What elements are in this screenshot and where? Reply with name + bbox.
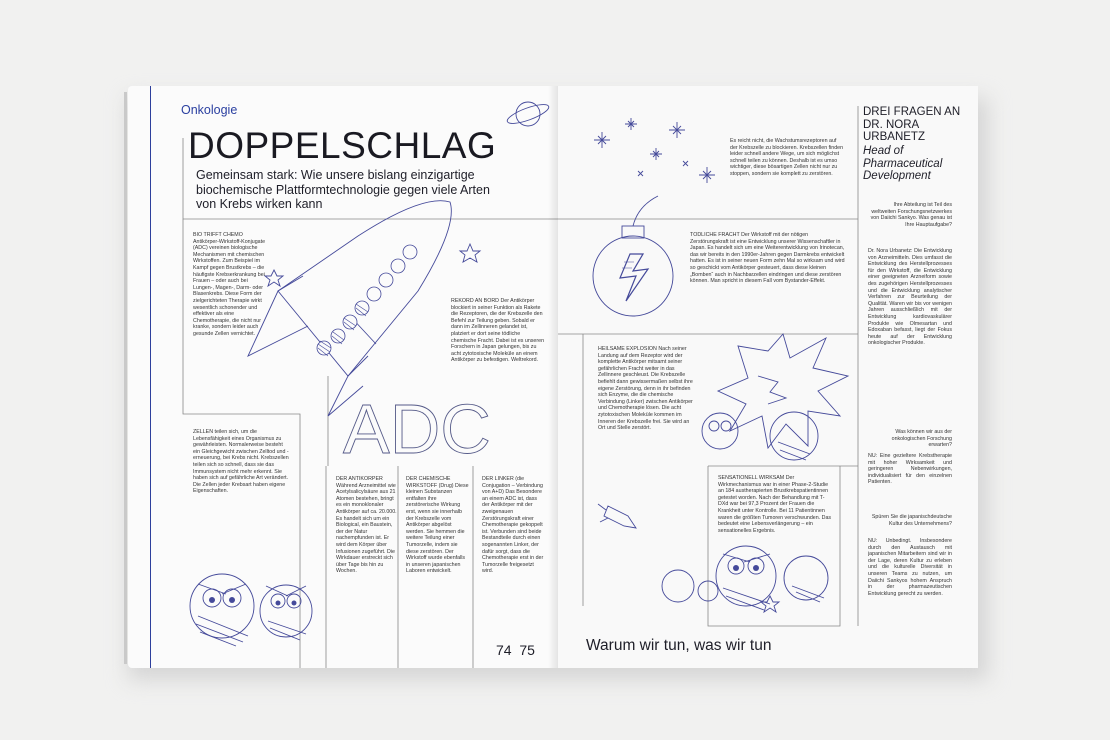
- text-zellen: ZELLEN teilen sich, um die Lebensfähigkeit eines Organismus zu gewährleisten. Normalerweise besteht ein Gleichgewicht zwischen Zelltod und -erneuerung, bei Krebs nicht. Krebszellen teilen sich so schnell, dass sie das Immunsystem nicht mehr erkennt. Sie haben sich auf gefährliche Art verändert. Die Zellen jeder Krebsart haben eigene Eigenschaften.: [193, 429, 289, 495]
- interview-a1: Dr. Nora Urbanetz: Die Entwicklung von Arzneimitteln. Dies umfasst die Entwicklung des Herstellprozesses für den Wirkstoff, die Entwicklung einer geeigneten Arzneiform sowie des zugehörigen Herstellprozesses und die Entwicklung analytischer Verfahren zur Beurteilung der Qualität. Waren wir bis vor wenigen Jahren ausschließlich mit der Entwicklung kardiovaskulärer Produkte wie Olmesartan und Edoxaban befasst, liegt der Fokus heute auf der Entwicklung onkologischer Produkte.: [868, 248, 952, 347]
- text-wirkstoff: DER CHEMISCHE WIRKSTOFF (Drug) Diese kleinen Substanzen entfalten ihre zerstörerische Wirkung erst, wenn sie innerhalb der Krebszelle vom Antikörper abgelöst werden. Sie hemmen die weitere Teilung einer Tumorzelle, indem sie diese zerstören. Der Wirkstoff wurde ebenfalls in unseren japanischen Laboren entwickelt.: [406, 476, 469, 575]
- rocket-icon: [248, 201, 451, 416]
- right-page: [558, 86, 978, 668]
- text-rekord: REKORD AN BORD Der Antikörper blockiert in seiner Funktion als Rakete die Rezeptoren, die der Krebszelle den Befehl zur Teilung geben. Sobald er dann im Zellinneren gelandet ist, platziert er dort seine tödliche chemische Fracht. Dabei ist es unseren Forschern in Japan gelungen, bis zu acht zytotoxische Moleküle an einem Antikörper zu befestigen. Weltrekord.: [451, 298, 545, 364]
- text-rezeptor: Es reicht nicht, die Wachstumsrezeptoren auf der Krebszelle zu blockieren. Krebszellen finden leider schnell andere Wege, um sich möglichst schnell teilen zu können. Deshalb ist es umso wichtiger, diese bösartigen Zellen nicht nur zu stoppen, sondern sie komplett zu zerstören.: [730, 138, 844, 177]
- adc-outline-text: ADC: [343, 390, 491, 468]
- footer-title: Warum wir tun, was wir tun: [586, 637, 772, 654]
- interview-q2: Was können wir aus der onkologischen Forschung erwarten?: [891, 429, 952, 449]
- section-label: Onkologie: [181, 103, 238, 117]
- subtitle: Gemeinsam stark: Wie unsere bislang einzigartige biochemische Plattformtechnologie gegen viele Arten von Krebs wirken kann: [196, 168, 490, 211]
- text-sensationell: SENSATIONELL WIRKSAM Der Wirkmechanismus war in einer Phase-2-Studie an 184 austherapierten Brustkrebspatientinnen getestet worden. Nach der Behandlung mit T-DXd war bei 97,3 Prozent der Frauen die Krankheit unter Kontrolle. Bei 11 Patientinnen waren die größten Tumoren verschwunden. Das bedeutet eine Lebensverlängerung – ein sensationelles Ergebnis.: [718, 475, 832, 534]
- left-page: [128, 86, 558, 668]
- planet-icon: [505, 101, 550, 127]
- text-bio: BIO TRIFFT CHEMO Antikörper-Wirkstoff-Konjugate (ADC) vereinen biologische Mechanismen mit chemischen Wirkstoffen. Zum Beispiel im Kampf gegen Brustkrebs – die häufigste Krebserkrankung bei Frauen – oder auch bei Lungen-, Magen-, Darm- oder Blasenkrebs. Diese Form der zielgerichteten Therapie wirkt wesentlich schonender und effektiver als eine Chemotherapie, die nicht nur kranke, sondern leider auch gesunde Zellen vernichtet.: [193, 232, 266, 337]
- interview-role: Head of Pharmaceutical Development: [863, 145, 943, 182]
- text-linker: DER LINKER (die Conjugation – Verbindung von A+D) Das Besondere an einem ADC ist, dass der Antikörper mit der zweigenauen Zerstörungskraft einer Chemotherapie gekoppelt ist. Verbunden sind beide Bestandteile durch einen sogenannten Linker, der dafür sorgt, dass die Chemotherapie erst in der Tumorzelle freigesetzt wird.: [482, 476, 544, 575]
- interview-q1: Ihre Abteilung ist Teil des weltweiten Forschungsnetzwerkes von Daiichi Sankyo. Was genau ist Ihre Hauptaufgabe?: [870, 202, 952, 228]
- page-title: DOPPELSCHLAG: [188, 125, 497, 166]
- text-fracht: TÖDLICHE FRACHT Der Wirkstoff mit der nötigen Zerstörungskraft ist eine Entwicklung unserer Wissenschaftler in Japan. Es handelt sich um eine Weiterentwicklung von Irinotecan, das wir bereits in den 1990er-Jahren gegen Darmkrebs entwickelt hatten. Es ist in seiner neuen Form zehn Mal so wirksam und wird so geschickt vom Antikörper gesteuert, dass diese kleinen „Bomben“ auch in Nachbarzellen eindringen und diese zerstören können. Man spricht in diesem Fall vom Bystander-Effekt.: [690, 232, 845, 285]
- interview-q3: Spüren Sie die japanischdeutsche Kultur des Unternehmens?: [871, 514, 952, 527]
- page-numbers: 74 75: [496, 642, 535, 658]
- bomb-icon: [593, 196, 673, 316]
- interview-a3: NU: Unbedingt. Insbesondere durch den Austausch mit japanischen Mitarbeitern sind wir in der Lage, deren Kultur zu erleben und die kulturelle Diversität in unseren Teams zu nutzen, um Daiichi Sankyos hohem Anspruch in der pharmazeutischen Entwicklung gerecht zu werden.: [868, 538, 952, 597]
- page-edges: [124, 92, 127, 664]
- explosion-icon: [718, 334, 848, 448]
- interview-heading: DREI FRAGEN AN DR. NORA URBANETZ: [863, 106, 961, 143]
- text-explosion: HEILSAME EXPLOSION Nach seiner Landung auf dem Rezeptor wird der komplette Antikörper mitsamt seiner gefährlichen Fracht weiter in das Zellinnere geschleust. Die Krebszelle befiehlt dann gewissermaßen selbst ihre eigene Zerstörung, denn in ihr befinden sich Enzyme, die die chemische Verbindung (Linker) zwischen Antikörper und Chemotherapie lösen. Die acht zytotoxischen Moleküle kommen im Inneren der Krebszelle frei. Sie wird an Ort und Stelle zerstört.: [598, 346, 693, 432]
- missile-icon: [598, 504, 636, 528]
- text-antikoerper: DER ANTIKÖRPER Während Arzneimittel wie Acetylsalicylsäure aus 21 Atomen bestehen, bringt es ein monoklonaler Antikörper auf ca. 20.000. Es handelt sich um ein Biological, ein Baustein, der der Natur nachempfunden ist. Er wird dem Körper über Infusionen zugeführt. Die Wirkdauer erstreckt sich über Tage bis hin zu Wochen.: [336, 476, 397, 575]
- sparkle-icons: [594, 118, 715, 183]
- cancer-cell-icons: [190, 574, 312, 646]
- interview-a2: NU: Eine gezieltere Krebstherapie mit hoher Wirksamkeit und geringeren Nebenwirkungen, individualisiert für den einzelnen Patienten.: [868, 453, 952, 486]
